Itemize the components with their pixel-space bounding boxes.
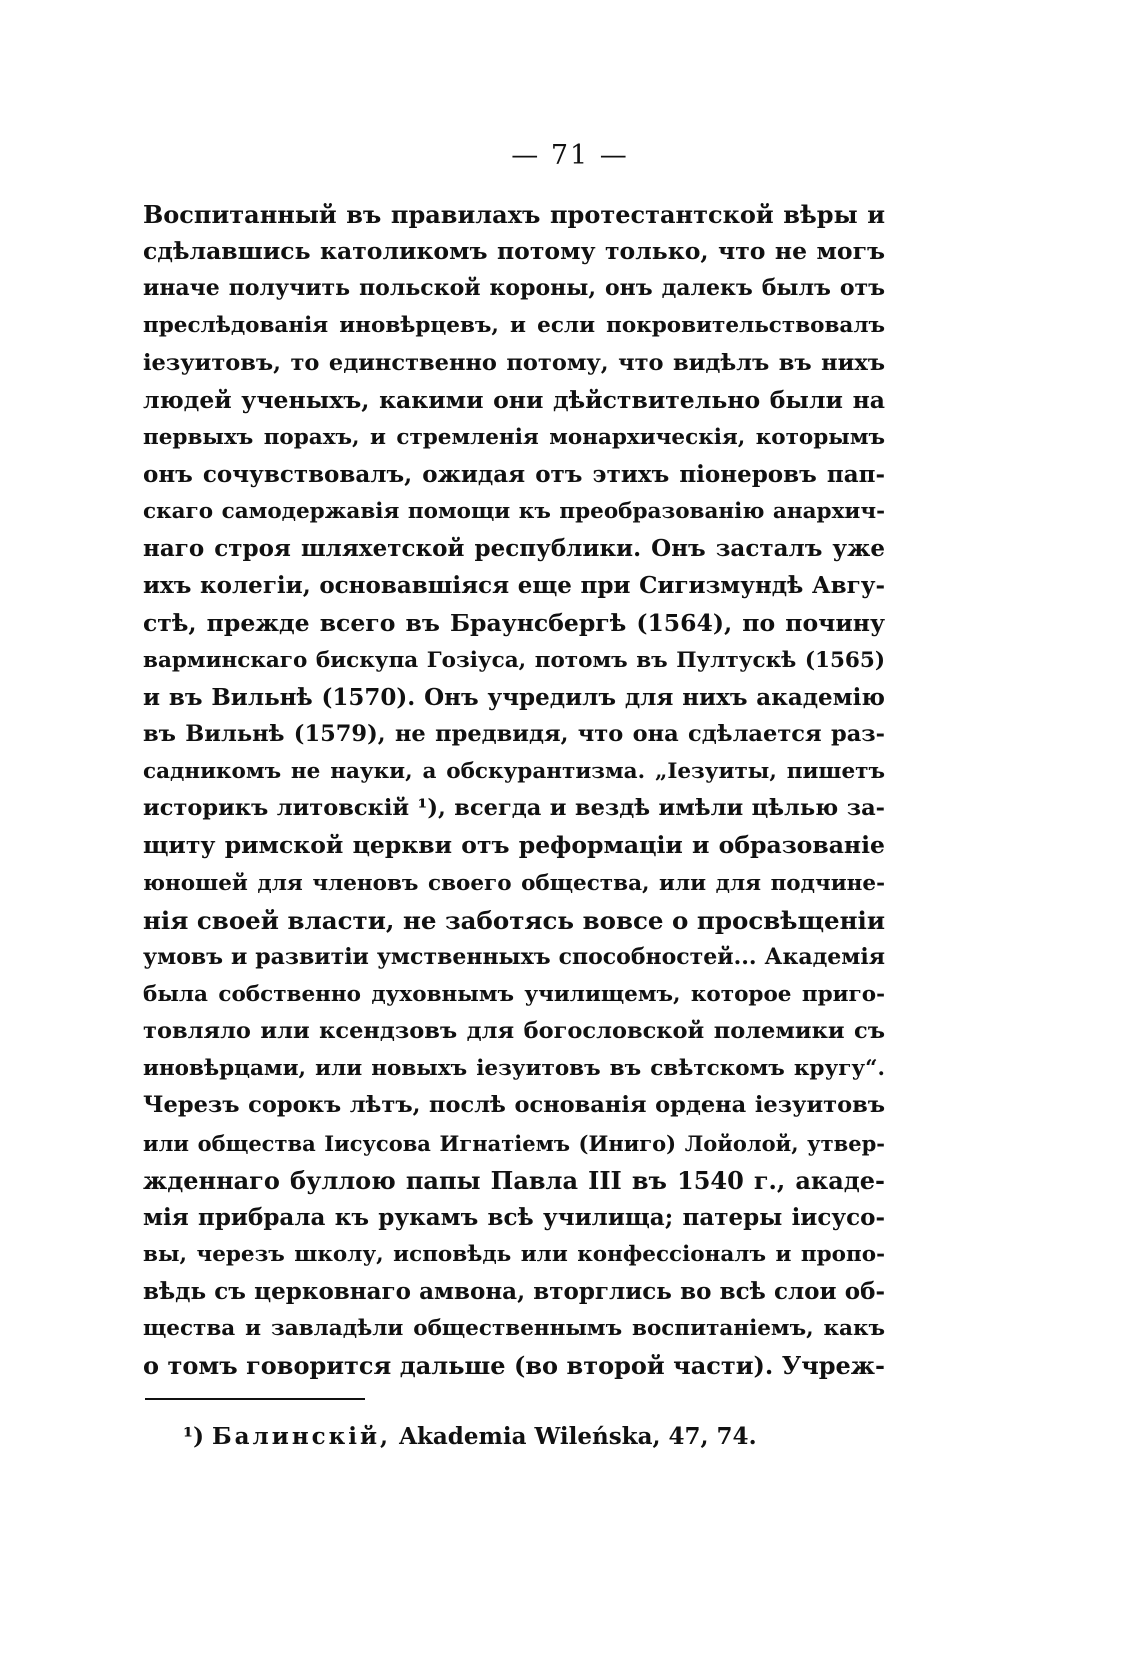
text-line: вы, черезъ школу, исповѣдь или конфессіоналъ и пропо- — [143, 1241, 885, 1267]
text-line: наго строя шляхетской республики. Онъ засталъ уже — [143, 535, 885, 563]
text-line: ихъ колегіи, основавшіяся еще при Сигизмундѣ Авгу- — [143, 572, 885, 600]
footnote — [183, 1420, 757, 1454]
text-line: садникомъ не науки, а обскурантизма. „Іезуиты, пишетъ — [143, 759, 885, 785]
text-line: о томъ говорится дальше (во второй части). Учреж- — [143, 1351, 885, 1381]
footnote-reference: Akademia Wileńska, 47, 74. — [399, 1423, 757, 1450]
text-line: щества и завладѣли общественнымъ воспитаніемъ, какъ — [143, 1316, 885, 1342]
page-number: — 71 — — [511, 140, 629, 171]
text-line: юношей для членовъ своего общества, или для подчине- — [143, 870, 885, 896]
text-line: іезуитовъ, то единственно потому, что видѣлъ въ нихъ — [143, 349, 885, 376]
text-line: была собственно духовнымъ училищемъ, которое приго- — [143, 981, 885, 1007]
text-line: нія своей власти, не заботясь вовсе о просвѣщеніи — [143, 905, 885, 935]
text-line: мія прибрала къ рукамъ всѣ училища; патеры іисусо- — [143, 1203, 885, 1231]
text-line: первыхъ порахъ, и стремленія монархическія, которымъ — [143, 424, 885, 450]
text-line: скаго самодержавія помощи къ преобразованію анархич- — [143, 499, 885, 525]
footnote-author: Балинскій, — [211, 1423, 392, 1450]
text-line: историкъ литовскій ¹), всегда и вездѣ имѣли цѣлью за- — [143, 795, 885, 822]
text-line: щиту римской церкви отъ реформаціи и образованіе — [143, 831, 885, 860]
text-line: стѣ, прежде всего въ Браунсбергѣ (1564), по почину — [143, 608, 885, 637]
text-line: вѣдь съ церковнаго амвона, вторглись во всѣ слои об- — [143, 1278, 885, 1306]
text-line: или общества Іисусова Игнатіемъ (Иниго) Лойолой, утвер- — [143, 1130, 885, 1156]
footnote-divider — [145, 1398, 365, 1400]
text-line: онъ сочувствовалъ, ожидая отъ этихъ піонеровъ пап- — [143, 460, 885, 488]
text-line: товляло или ксендзовъ для богословской полемики съ — [143, 1018, 885, 1045]
text-line: Черезъ сорокъ лѣтъ, послѣ основанія ордена іезуитовъ — [143, 1092, 885, 1119]
text-line: и въ Вильнѣ (1570). Онъ учредилъ для нихъ академію — [143, 683, 885, 711]
text-line: иначе получить польской короны, онъ далекъ былъ отъ — [143, 275, 885, 302]
text-line: Воспитанный въ правилахъ протестантской вѣры и — [143, 200, 885, 229]
text-line: людей ученыхъ, какими они дѣйствительно были на — [143, 385, 885, 414]
text-line: умовъ и развитіи умственныхъ способностей... Академія — [143, 943, 885, 970]
text-line: сдѣлавшись католикомъ потому только, что не могъ — [143, 237, 885, 266]
text-line: варминскаго бискупа Гозіуса, потомъ въ Пултускѣ (1565) — [143, 647, 885, 673]
text-line: иновѣрцами, или новыхъ іезуитовъ въ свѣтскомъ кругу“. — [143, 1056, 885, 1082]
footnote-marker: ¹) — [183, 1423, 204, 1450]
text-line: жденнаго буллою папы Павла III въ 1540 г., акаде- — [143, 1165, 885, 1195]
body-text — [143, 196, 885, 1385]
text-line: въ Вильнѣ (1579), не предвидя, что она сдѣлается раз- — [143, 720, 885, 747]
text-line: преслѣдованія иновѣрцевъ, и если покровительствовалъ — [143, 313, 885, 339]
